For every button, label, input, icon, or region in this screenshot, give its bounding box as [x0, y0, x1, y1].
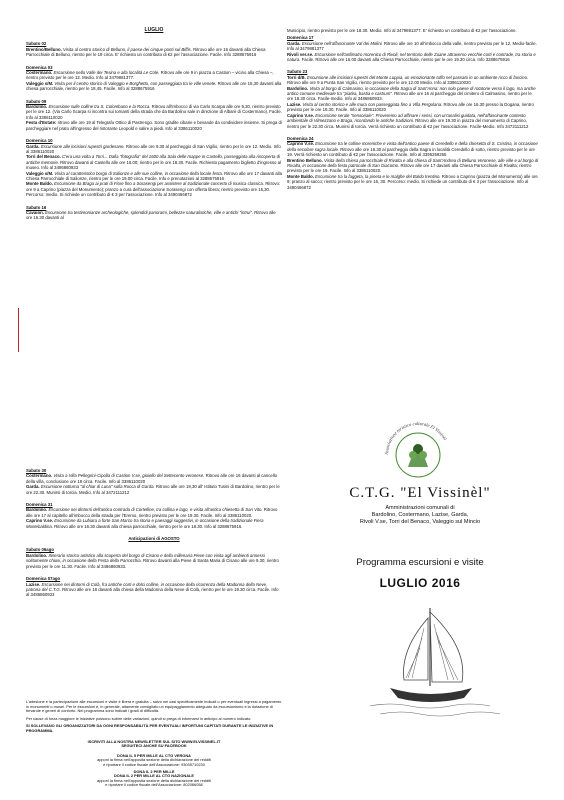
- dona2-line2: e riportare il codice fiscale dell'Associazione: 802066058: [105, 782, 203, 788]
- event-place: Torri del Benaco.: [26, 154, 61, 160]
- right-intro: Municipio, rientro previsto per le ore 18.30. Medio. Info al 3479881377. E' richiesto un contributo di €2 per l'associazione.: [287, 28, 517, 33]
- day-heading: Sabato 16: [26, 204, 47, 210]
- administrations: [300, 505, 540, 527]
- event-entry: [26, 484, 282, 495]
- footer-note-1: L'adesione e la partecipazione alle escursioni e visite è libera e gratuita – salvo nei casi specificamente indicati o per eventuali ingressi a pagamento in monumenti o musei. Per le escursioni è, in generale, altamente consigliato un equipaggiamento adeguato da escursionismo e la dotazione di bevande e generi di conforto. Nel programma sono indicati i gradi di difficoltà.: [26, 699, 282, 714]
- event-description: Visita al borgo di Calmasino, in occasione della Sagra di Sant'Anna: non solo paese di rotatorie verso il lago, ma anche antico comune medievale tra "piatèa, bastia e castrum".: [287, 85, 536, 97]
- event-info: Ritrovo alle ore 19,30 all' Istituto Tusini di Bardolino, rientro per le ore 22.30. Munirsi di torcia. Medio. Info al 3472111212: [26, 484, 280, 495]
- day-heading: Domenica 17: [287, 35, 314, 41]
- event-description: Escursione nei dintorni dell'antica contrada di Cortelline, tra collina e lago, e visita all'antica chiesetta di San Vito.: [47, 507, 263, 513]
- left-bottom-sections: [26, 468, 282, 529]
- event-place: Lazise.: [287, 101, 302, 107]
- event-description: Visita a Villa Pellegrini-Cipolla di Castion V.se, gioiello del Settecento veronese.: [52, 473, 205, 479]
- event-entry: [26, 81, 282, 92]
- footer-newsletter: [26, 740, 282, 749]
- program-day: [287, 69, 539, 128]
- event-info: Ritrovo alle ore 9 in piazza a Castion – vicino alla Chiesa –, rientro previsto per le ore 12. Medio. Info al 3479881377.: [26, 70, 274, 81]
- event-place: Bardolino.: [26, 552, 48, 558]
- event-entry: [26, 70, 282, 81]
- event-info: Ritrovo: ore 9 a Caprino (piazza del Monumento); pranzo a cura dell'associazione Sorasengi con offerta libera; rientro previsto ore 15,30. Percorso: medio. Si richiede un contributo di € 3 per l'associazione. Info al 3490466872: [26, 181, 281, 198]
- event-entry: [26, 582, 282, 598]
- day-heading: Domenica 07ago: [26, 576, 61, 582]
- event-entry: [287, 174, 539, 190]
- dona5-line1: apponi la firma nell'apposita sezione della dichiarazione dei redditi: [97, 757, 211, 763]
- event-info: Ritrovo alle ore 17 al capitello all'imbocco della strada per l'Eremo, rientro previsto per le ore 19.30. Facile. Info al 3386110020.: [26, 507, 278, 518]
- event-entry: [26, 210, 282, 221]
- event-place: Valeggio s/M.: [26, 170, 54, 176]
- event-entry: [287, 52, 539, 63]
- event-info: Ritrovo alle ore 18 davanti alla chiesa della Madonna della Neve di Colà, rientro per le ore 19.30 circa. Facile. Info al 3486860933: [26, 586, 279, 598]
- dona2-title1: DONA IL 2 PER MILLE: [133, 768, 175, 774]
- event-place: Torri d/B.: [287, 74, 306, 80]
- event-description: Escursione nell'anfiteatro morenico di Rivoli, nel territorio delle Zuane attraverso vecchie corti e contrade, tra storia e natura.: [287, 51, 536, 63]
- event-info: Ritrovo alle ore 16 davanti alla Chiesa Parrocchiale di Belluno, rientro per le 19 circa. E' richiesto un contributo di €2 per l'associazione. Facile. Info 3288675916: [26, 46, 266, 58]
- event-info: Ritrovo alle ore 16 davanti al cancello della villa, conclusione ore 18 circa. Facile. Info al 3386110020: [26, 473, 278, 484]
- event-place: Caprino V.se.: [287, 112, 315, 118]
- program-day: [287, 35, 539, 62]
- day-heading: Sabato 23: [287, 69, 308, 75]
- facebook-text: SEGUITECI ANCHE SU FACEBOOK: [121, 743, 187, 749]
- event-info: Facile. Ritrovo alle ore 16.00 davanti alla Chiesa Parrocchiale, rientro per le ore 19.30 circa. Info 3288675916: [300, 57, 510, 63]
- event-info: Ritrovo alle ore 19.30 in piazza del monumento di Caprino, rientro per le 22.30 circa. Munirsi di torcia. Verrà richiesto un contributo di €2 per l'associazione. Facile-Medio. Info 3472111212: [287, 118, 529, 129]
- right-sections: [287, 35, 539, 190]
- programma-title: Programma escursioni e visite: [356, 557, 484, 568]
- event-place: Bardolino.: [26, 104, 48, 110]
- red-margin-mark: [18, 308, 19, 352]
- event-description: Visita della chiesa parrocchiale di Rivalta e alla chiesa di Sant'Andrea di Belluno Veronese, alle ville e al borgo di Rivalta, in occasione della festa patronale di San Giacomo.: [287, 157, 539, 168]
- program-day: [26, 205, 282, 221]
- admin-line-3: Rivoli V.se, Torri del Benaco, Valeggio sul Mincio: [359, 519, 481, 526]
- event-info: Ritrovo alle ore 15,30 davanti alla chiesa parrocchiale, rientro per le 18,45. Facile. Info al 3288675916: [26, 80, 282, 92]
- program-day: [26, 576, 282, 598]
- event-info: Ritrovo davanti al Castello alle ore 16.00; rientro per le ore 18.30. Facile. Richiesto pagamento biglietto d'ingresso al museo. Info al 3486860933: [26, 159, 281, 171]
- event-entry: [26, 47, 282, 58]
- event-info: ritrovo alle ore 19 al Telegrafo Ottico di Pastrengo. Sono gradite cibarie e bevande da condividere insieme. Si prega di parcheggiare nel prato all'ingresso del ristorante Leopold e salire a piedi. Info al 3386110020: [26, 120, 282, 131]
- event-place: Monte Baldo.: [287, 173, 314, 179]
- event-description: Escursione notturna "al chiar di Luna" sulla Rocca di Garda.: [39, 484, 155, 490]
- event-description: Escursione da Braga ai prati di Fiore fino a Sorasengi per assistere al tradizionale concerto di musica classica.: [52, 181, 265, 187]
- event-place: Garda.: [26, 484, 40, 490]
- event-entry: [26, 473, 282, 484]
- program-day: [26, 468, 282, 495]
- event-info: Ritrovo alle ore 16.30 davanti al: [26, 209, 276, 221]
- event-description: Visita al centro storico e alle mura con passeggiata fino a Villa Pergolana.: [301, 101, 443, 107]
- event-info: Ritrovo alle ore 16.30 presso la Dogana, rientro previsto per le ore 19.30. Facile. Info al 3386110020: [287, 101, 534, 113]
- event-entry: [287, 86, 539, 102]
- sailboat-icon: [350, 600, 510, 730]
- event-info: Ritrovo davanti alla Pieve di Santa Maria di Cisano alle ore 9.30, rientro previsto per le ore 11.30. Facile. Info al 3486860933.: [26, 558, 279, 569]
- footer-note-3: SI SOLLEVANO GLI ORGANIZZATORI DA OGNI RESPONSABILITÀ PER EVENTUALI INFORTUNI CAPITATI DURANTE LE INIZIATIVE IN PROGRAMMA.: [26, 723, 274, 733]
- dona5-title: DONA IL 5 PER MILLE AL CTG VERONA: [117, 752, 191, 758]
- event-info: Ritrovo a Caprino (piazza del Monumento) alle ore 9; pranzo al sacco; rientro previsto per le ore 16, 30. Percorso: medio. Si richiede un contributo di € 3 per l'associazione. Info al 3490466872: [287, 173, 538, 190]
- event-description: Escursione serale "sensoriale". Proveremo ad affinare i sensi, con un'analisi guidata, nell'affascinante contesto ambientale di Vilmezzano e Braga, ricordando le antiche tradizioni.: [287, 112, 526, 124]
- footer-dona5: [26, 754, 282, 788]
- footer-note-2: Per cause di forza maggiore le iniziative possono subire delle variazioni, quindi si prega di informarsi in anticipo al numero indicato.: [26, 715, 252, 721]
- day-heading: Sabato 30: [26, 468, 47, 473]
- event-description: Escursione tra testimonianze archeologiche, splendidi panorami, bellezze naturalistiche, ville e antichi "intrui".: [43, 209, 254, 215]
- event-description: Escursione sulle colline tra S. Colombano e la Rocca.: [47, 104, 151, 110]
- footer: [26, 700, 282, 788]
- event-description: C'era una volta a Torri... Dalla "fotografia" del 1600 alla Sala delle mappe in Castello, passeggiata alla riscoperta di antiche memorie.: [26, 154, 280, 165]
- event-description: Itinerario storico-artistico alla scoperta del borgo di Cisano e della millenaria Pieve con visita agli ambienti annessi solitamente chiusi, in occasione della Festa della Parrocchia.: [26, 552, 265, 564]
- event-entry: [26, 181, 282, 197]
- right-column: [287, 28, 539, 197]
- left-column: [26, 28, 282, 228]
- left-sections: [26, 41, 282, 220]
- event-entry: [26, 518, 282, 529]
- dona2-line1: apponi la firma nell'apposita sezione della dichiarazione dei redditi: [97, 777, 211, 783]
- event-description: Visita al caratteristico borgo di Salionze e alle sue colline, in occasione della locale festa.: [53, 170, 223, 176]
- event-entry: [287, 113, 539, 129]
- event-info: Ritrovo alle ore 17 davanti alla Chiesa Parrocchiale di Rivalta; rientro previsto per le ore 19. Facile. Info al 3386110020.: [287, 162, 532, 174]
- dona2-title2: DONA IL 2 PER MILLE AL CTG NAZIONALE: [114, 773, 194, 779]
- event-place: Festa d'Estate:: [26, 120, 57, 126]
- event-place: Caprino V.se.: [287, 141, 315, 147]
- day-heading: Domenica 31: [26, 502, 53, 508]
- day-heading: Sabato 06ago: [26, 547, 54, 553]
- ctg-logo-icon: [378, 415, 458, 495]
- event-info: Ritrovo alle ore 17 davanti alla Chiesa Parrocchiale di Salionze, rientro per le ore 19.00 circa. Facile. Info e prenotazioni al 3288675916: [26, 170, 282, 181]
- event-info: Ritrovo alle ore 16.30 al parcheggio della Sagra in località Ceredello di sotto, rientro previsto per le ore 19. Verrà richiesto un contributo di €2 per l'associazione. Facile. Info al 3395259265: [287, 146, 535, 158]
- event-place: Costermano.: [26, 473, 53, 479]
- dona5-line2: e riportare il codice fiscale dell'Associazione: 93035710230: [103, 761, 205, 767]
- event-place: Garda.: [26, 143, 40, 149]
- day-heading: Sabato 09: [26, 98, 47, 104]
- event-description: Escursione tra la faggeta, la pineta e le malghe del Baldo trentino.: [313, 173, 441, 179]
- event-entry: [26, 553, 282, 569]
- month-title: LUGLIO: [144, 27, 164, 33]
- anticipazioni-title: Anticipazioni di AGOSTO: [128, 536, 180, 542]
- event-entry: [26, 144, 282, 155]
- event-description: Escursione alle incisioni rupestri del Monte Luppia, un emozionante tuffo nel passato in un ambiente ricco di fascino.: [305, 74, 529, 80]
- event-entry: [287, 141, 539, 157]
- event-entry: [26, 154, 282, 170]
- event-place: Caprino V.se.: [26, 518, 54, 524]
- event-place: Valeggio s/M.: [26, 80, 54, 86]
- event-info: Ritrovo alle ore 16.30 davanti alla chiesa parrocchiale, rientro per le ore 18.30. Info al 3288675916.: [53, 523, 243, 529]
- program-day: [26, 502, 282, 529]
- day-heading: Sabato 02: [26, 41, 47, 47]
- event-place: Lazise.: [26, 581, 41, 587]
- event-entry: [287, 75, 539, 86]
- event-description: Escursione tra le colline moreniche e visita dell'antico paese di Ceredello e della chiesetta di S. Cristina, in occasione della secolare sagra locale.: [287, 141, 538, 152]
- event-description: Visita per il centro storico di Valeggio e Borghetto, con passeggiata tra le ville venete.: [53, 80, 217, 86]
- event-entry: [287, 41, 539, 52]
- event-entry: [26, 104, 282, 120]
- event-entry: [287, 102, 539, 113]
- event-place: Cavaion.: [26, 209, 44, 215]
- agosto-sections: [26, 547, 282, 597]
- event-place: Brentino/Belluno.: [26, 46, 62, 52]
- event-description: Escursione nella Valle dei Tesina e alla località Le Cole.: [52, 70, 160, 76]
- luglio-title: LUGLIO 2016: [379, 576, 461, 590]
- program-day: [26, 138, 282, 197]
- program-day: [26, 41, 282, 57]
- program-day: [26, 99, 282, 131]
- day-heading: Domenica 10: [26, 138, 53, 144]
- event-info: Ritrovo alle ore 10 all'imbocco della valle, rientro previsto per le 12. Medio-facile. Info al 3479881377: [287, 40, 537, 52]
- event-description: Visita al centro storico di Belluno, il paese dei cinque ponti sul Biffis.: [61, 46, 192, 52]
- day-heading: Domenica 24: [287, 135, 314, 141]
- event-description: Escursione da Lubiara a forte San Marco tra storia e paesaggi suggestivi, in occasione della tradizionale Fiera Montebaldina.: [26, 518, 264, 529]
- event-place: Garda.: [287, 40, 301, 46]
- event-info: Ritrovo alle ore 9.30 al parcheggio di San Vigilio, rientro per le ore 12. Medio. Info al 3386110020: [26, 143, 281, 154]
- event-place: Rivoli ver.se.: [287, 51, 314, 57]
- event-place: Brentino Belluno.: [287, 157, 323, 163]
- program-day: [26, 65, 282, 92]
- event-place: Costermano.: [26, 70, 53, 76]
- event-description: Escursione nell'affascinante Val dei Molini.: [300, 40, 383, 46]
- program-day: [287, 136, 539, 190]
- logo-ring-text: Associazione turistico culturale El Vissinèl: [383, 420, 448, 456]
- ctg-title: C.T.G. "El Vissinèl": [349, 485, 491, 501]
- program-day: [26, 547, 282, 569]
- event-entry: [26, 120, 282, 131]
- event-info: Ritrovo all'imbocco di via Carlo Scarpa alle ore 9,30, rientro previsto per le ore 12. (Via Carlo Scarpa si incontra sui tornanti della strada che da Bardolino sale in direzione di Albarè di Costermano). Facile. Info al 3386110020: [26, 104, 282, 120]
- newsletter-link[interactable]: ISCRIVITI ALLA NOSTRA NEWSLETTER SUL SITO WWW.ELVISSINEL.IT: [87, 738, 221, 744]
- day-heading: Domenica 03: [26, 64, 53, 70]
- left-bottom-column: [26, 468, 282, 605]
- event-place: Bardolino.: [287, 85, 309, 91]
- admin-line-1: Amministrazioni comunali di: [385, 505, 455, 511]
- event-info: Ritrovo alle ore 16 al parcheggio del cimitero di Calmasino, rientro per le ore 18.30 circa. Facile-medio. Info al 3486860933.: [287, 91, 532, 102]
- event-entry: [26, 507, 282, 518]
- admin-line-2: Bardolino, Costermano, Lazise, Garda,: [371, 512, 469, 519]
- event-entry: [287, 158, 539, 174]
- event-place: Bardolino.: [26, 507, 48, 513]
- event-entry: [26, 171, 282, 182]
- event-description: Escursione nei dintorni di Colà, fra antiche corti e dolci colline, in occasione della ricorrenza della Madonna della Neve, patrona del C.T.G.: [26, 581, 268, 592]
- event-info: Ritrovo alle ore 9 a Punta San Vigilio, rientro previsto per le ore 12.00 Medio. Info al 3386110020: [287, 80, 471, 86]
- event-place: Monte Baldo.: [26, 181, 53, 187]
- event-description: Escursione alle incisioni rupestri gardesane.: [39, 143, 125, 149]
